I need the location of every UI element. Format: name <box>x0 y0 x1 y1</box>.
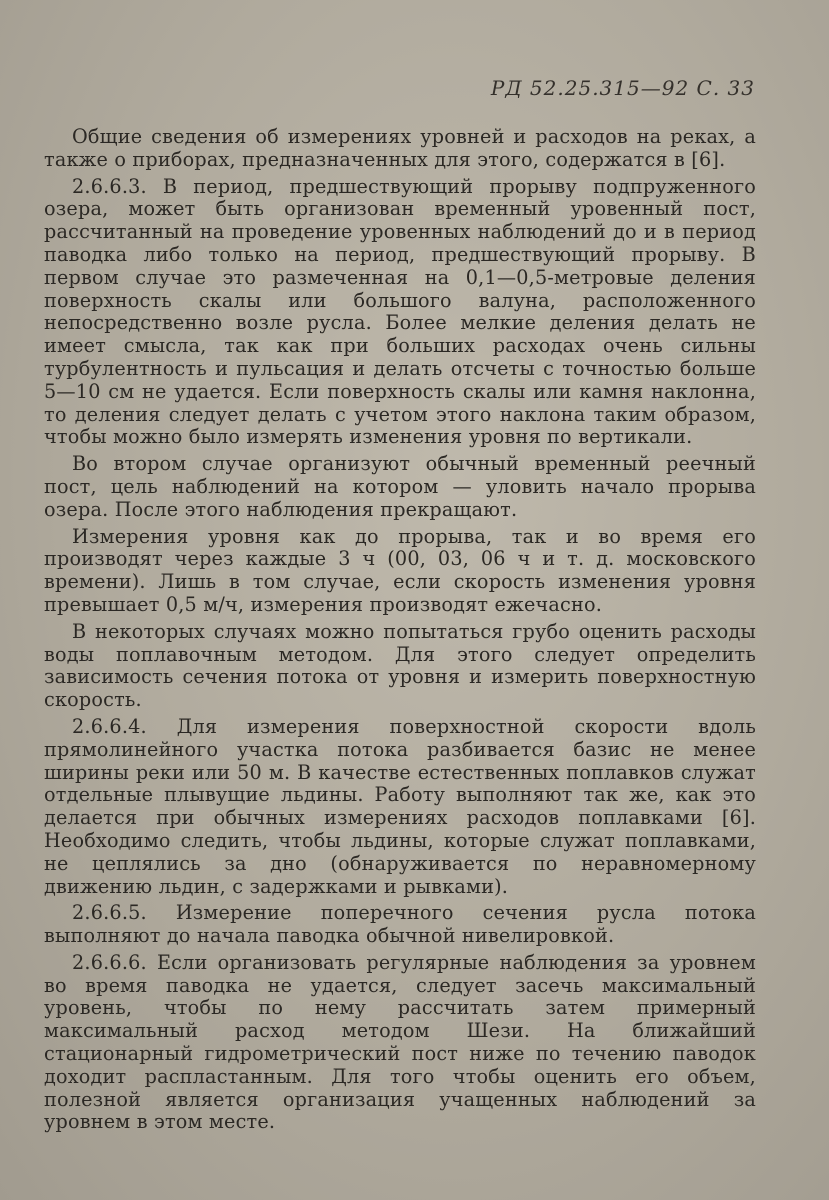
paragraph: 2.6.6.6. Если организовать регулярные наблюдения за уровнем во время паводка не удается, следует засечь максимальный уровень, чтобы по нему рассчитать затем примерный максимальный расход методом Шези. На ближайший стационарный гидрометрический пост ниже по течению паводок доходит распластанным. Для того чтобы оценить его объем, полезной является организация учащенных наблюдений за уровнем в этом месте. <box>44 950 756 1134</box>
paragraph: В некоторых случаях можно попытаться грубо оценить расходы воды поплавочным методом. Для этого следует определить зависимость сечения потока от уровня и измерить поверхностную скорость. <box>44 619 756 712</box>
paragraph: 2.6.6.3. В период, предшествующий прорыву подпруженного озера, может быть организован временный уровенный пост, рассчитанный на проведение уровенных наблюдений до и в период паводка либо только на период, предшествующий прорыву. В первом случае это размеченная на 0,1—0,5-метровые деления поверхность скалы или большого валуна, расположенного непосредственно возле русла. Более мелкие деления делать не имеет смысла, так как при больших расходах очень сильны турбулентность и пульсация и делать отсчеты с точностью больше 5—10 см не удается. Если поверхность скалы или камня наклонна, то деления следует делать с учетом этого наклона таким образом, чтобы можно было измерять изменения уровня по вертикали. <box>44 174 756 449</box>
paragraph: Общие сведения об измерениях уровней и расходов на реках, а также о приборах, предназначенных для этого, содержатся в [6]. <box>44 125 756 171</box>
running-header: РД 52.25.315—92 С. 33 <box>490 76 755 100</box>
paragraph: 2.6.6.5. Измерение поперечного сечения русла потока выполняют до начала паводка обычной нивелировкой. <box>44 901 756 948</box>
document-body <box>44 126 756 1134</box>
paragraph: Измерения уровня как до прорыва, так и во время его производят через каждые 3 ч (00, 03, 06 ч и т. д. московского времени). Лишь в том случае, если скорость изменения уровня превышает 0,5 м/ч, измерения производят ежечасно. <box>44 524 756 616</box>
paragraph: Во втором случае организуют обычный временный реечный пост, цель наблюдений на котором — уловить начало прорыва озера. После этого наблюдения прекращают. <box>44 452 756 521</box>
paragraph: 2.6.6.4. Для измерения поверхностной скорости вдоль прямолинейного участка потока разбивается базис не менее ширины реки или 50 м. В качестве естественных поплавков служат отдельные плывущие льдины. Работу выполняют так же, как это делается при обычных измерениях расходов поплавками [6]. Необходимо следить, чтобы льдины, которые служат поплавками, не цеплялись за дно (обнаруживается по неравномерному движению льдин, с задержками и рывками). <box>44 714 756 898</box>
